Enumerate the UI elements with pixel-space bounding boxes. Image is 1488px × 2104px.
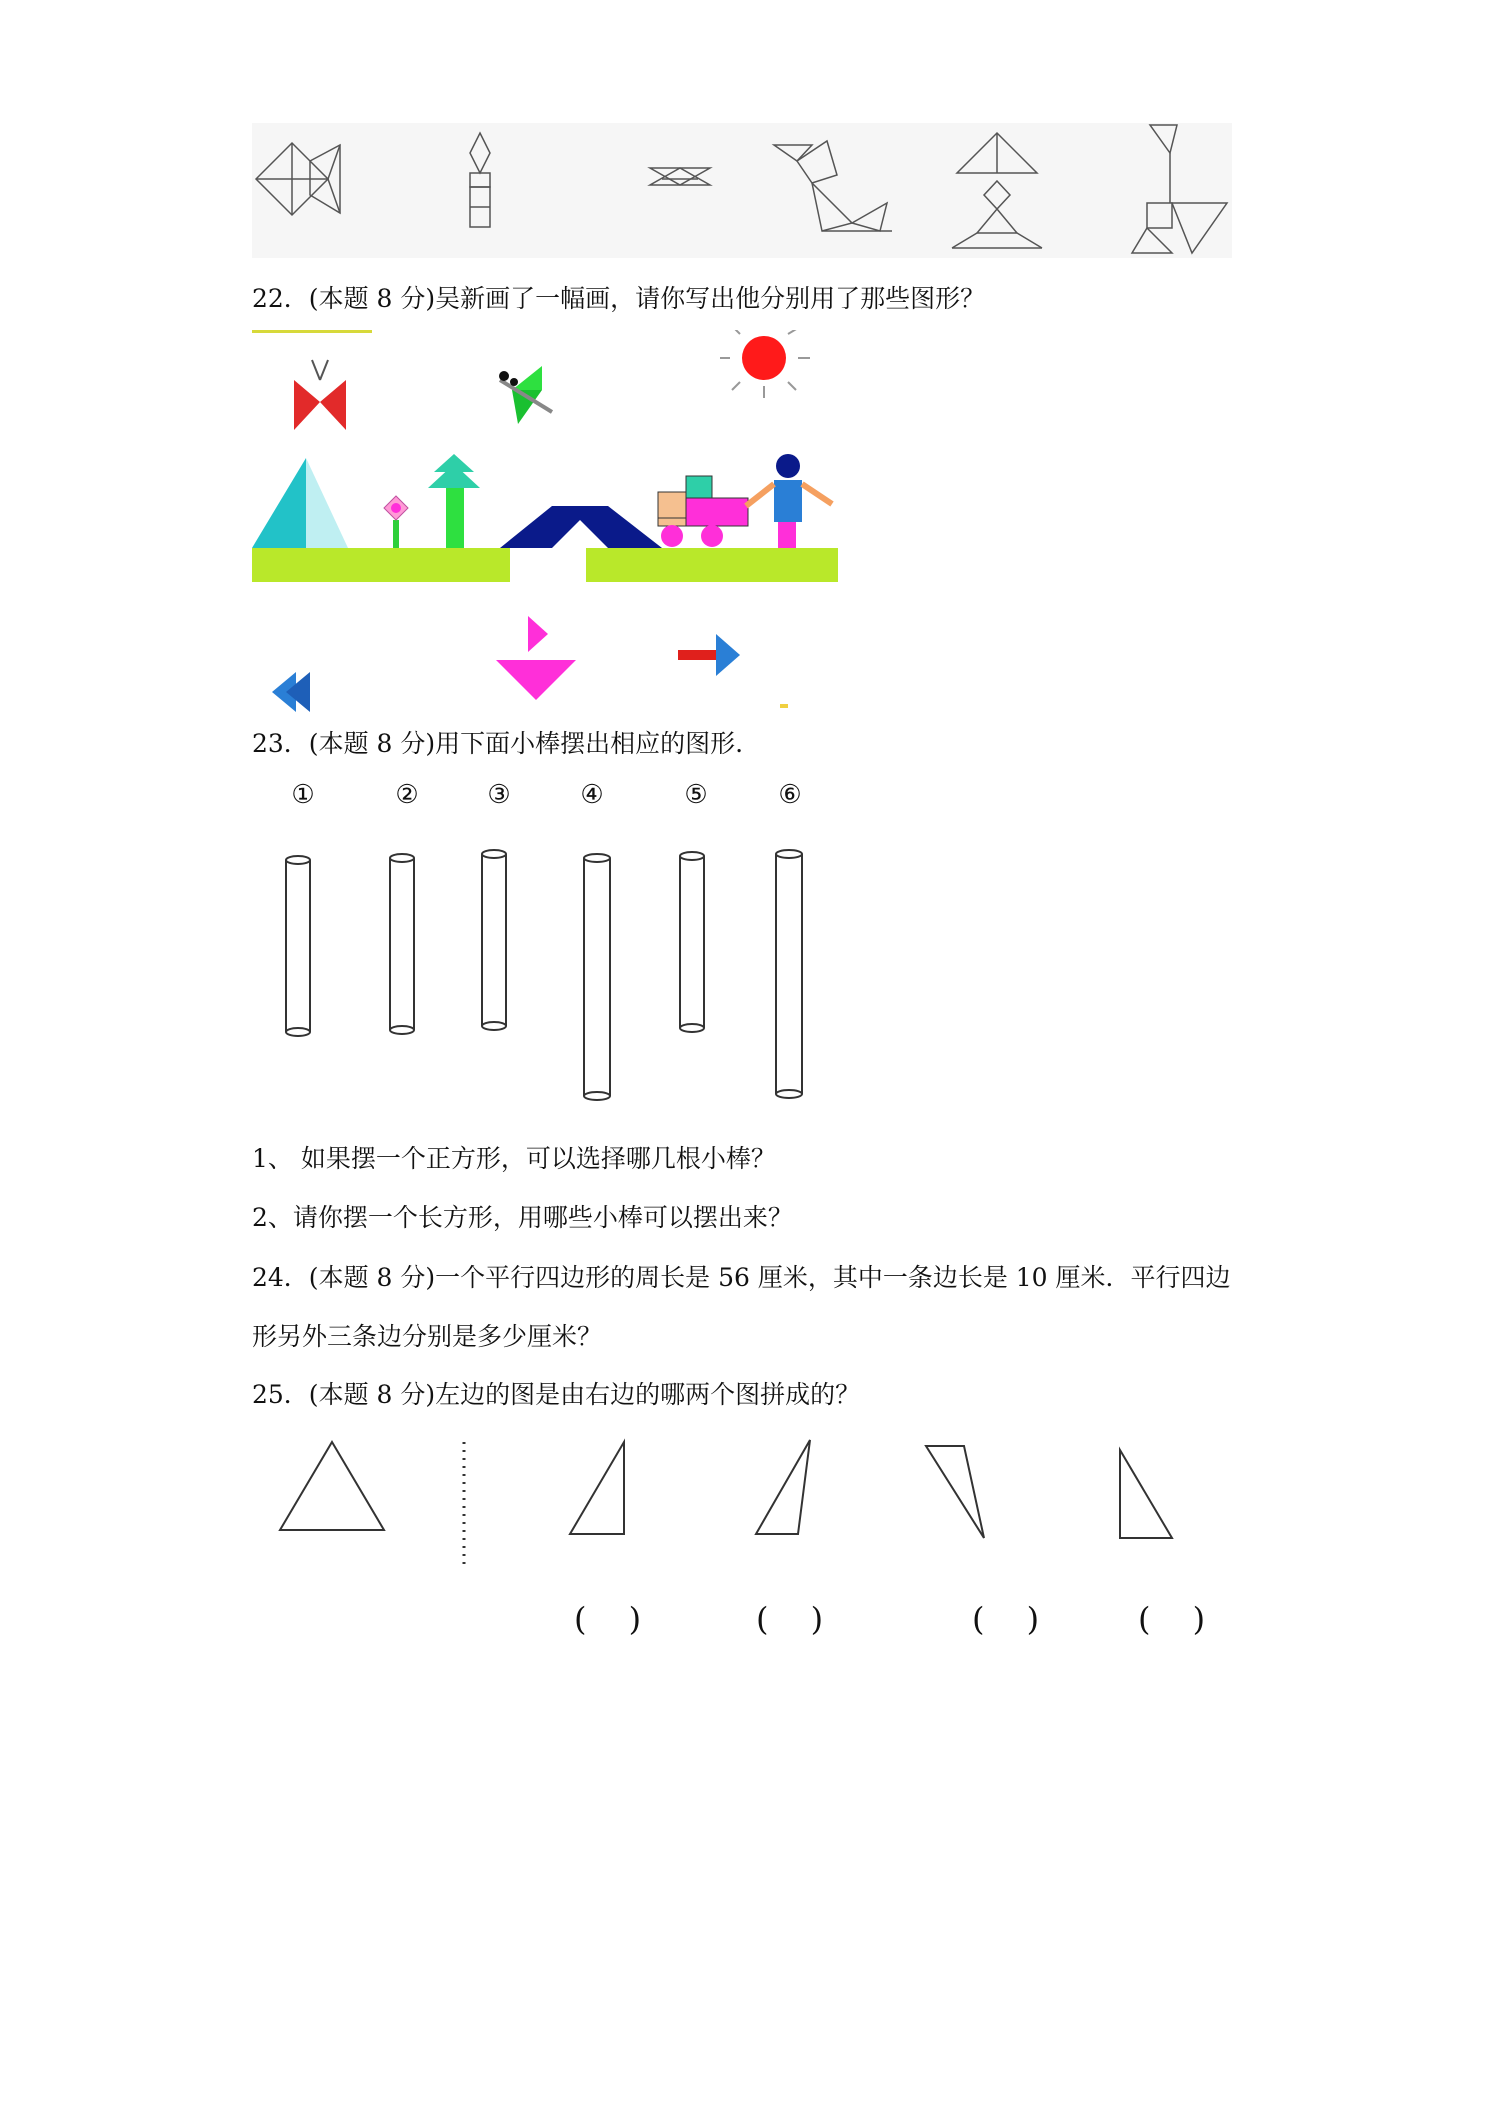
triangle-mountain (252, 458, 348, 548)
tangram-small (650, 168, 710, 185)
triangles-image (252, 1430, 1232, 1570)
stick-label-4: ④ (580, 780, 604, 810)
option-triangle-1 (570, 1442, 624, 1534)
question-25: 25．(本题 8 分)左边的图是由右边的哪两个图拼成的？ (252, 1380, 861, 1409)
stick-1 (286, 856, 310, 1036)
option-triangle-3 (926, 1446, 984, 1538)
stick-4 (584, 854, 610, 1100)
stick-label-1: ① (291, 780, 315, 810)
tangram-tall (1132, 125, 1227, 253)
answer-blank-4[interactable]: ( ) (1138, 1600, 1222, 1638)
stick-label-2: ② (395, 780, 419, 810)
stick-6 (776, 850, 802, 1098)
person-icon (746, 454, 832, 548)
tangram-person (952, 133, 1042, 248)
tree-icon (428, 454, 480, 548)
tangram-fish (256, 143, 340, 215)
flower-icon (384, 496, 408, 548)
answer-blank-3[interactable]: ( ) (972, 1600, 1056, 1638)
stick-2 (390, 854, 414, 1034)
question-22: 22．(本题 8 分)吴新画了一幅画，请你写出他分别用了那些图形？ (252, 284, 986, 313)
grass-right (586, 548, 838, 582)
arrow-right-icon (678, 634, 740, 676)
butterfly-icon (294, 360, 346, 430)
tangram-swan (774, 141, 892, 231)
sticks-image (250, 840, 850, 1110)
big-triangle (280, 1442, 384, 1530)
option-triangle-4 (1120, 1450, 1172, 1538)
answer-blank-1[interactable]: ( ) (574, 1600, 658, 1638)
question-24-line2: 形另外三条边分别是多少厘米？ (252, 1322, 603, 1351)
small-dot (780, 704, 788, 708)
sun-icon (720, 330, 810, 398)
option-triangle-2 (756, 1440, 810, 1534)
question-23-sub1: 1、 如果摆一个正方形，可以选择哪几根小棒？ (252, 1144, 776, 1173)
answer-blank-2[interactable]: ( ) (756, 1600, 840, 1638)
stick-5 (680, 852, 704, 1032)
stick-label-3: ③ (487, 780, 511, 810)
question-23-sub2: 2、请你摆一个长方形，用哪些小棒可以摆出来？ (252, 1203, 793, 1232)
stick-label-6: ⑥ (778, 780, 802, 810)
tangram-candle (470, 133, 490, 227)
stick-3 (482, 850, 506, 1030)
bridge-icon (500, 506, 662, 548)
painting-image (252, 330, 852, 730)
tangram-strip-image (252, 123, 1232, 258)
bird-icon (499, 366, 552, 424)
double-arrow-left-icon (272, 672, 310, 712)
question-23: 23．(本题 8 分)用下面小棒摆出相应的图形. (252, 729, 744, 758)
question-24-line1: 24．(本题 8 分)一个平行四边形的周长是 56 厘米，其中一条边长是 10 厘米．平行四边 (252, 1263, 1231, 1292)
cart-icon (658, 476, 748, 547)
grass-left (252, 548, 510, 582)
stick-label-5: ⑤ (684, 780, 708, 810)
pink-shape-icon (496, 616, 576, 700)
